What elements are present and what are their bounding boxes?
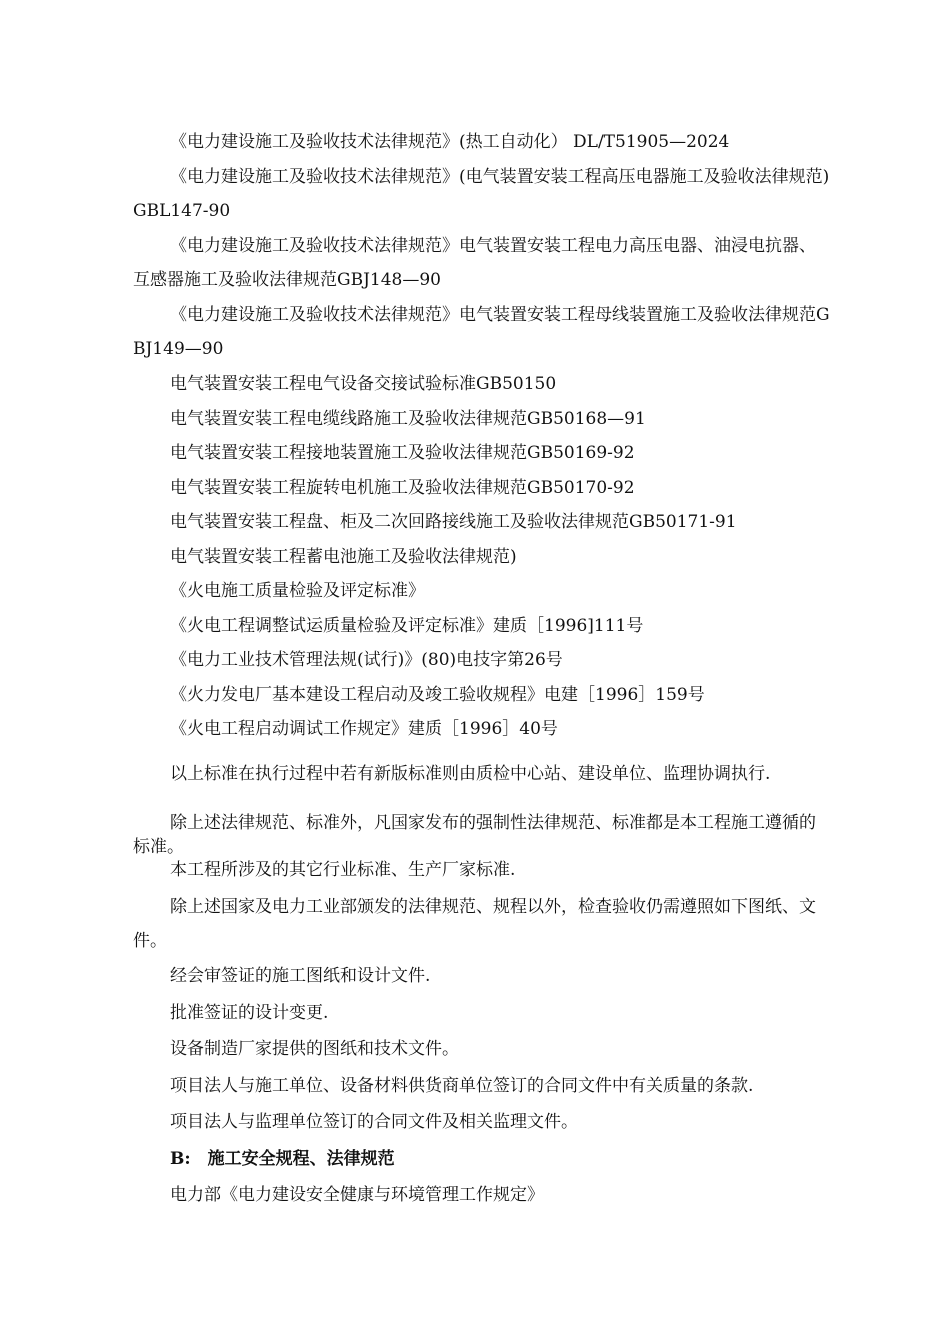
paragraph: 《火电工程调整试运质量检验及评定标准》建质［1996]111号	[170, 616, 644, 636]
paragraph: 《电力建设施工及验收技术法律规范》(热工自动化） DL/T51905—2024	[170, 132, 730, 152]
paragraph: 本工程所涉及的其它行业标准、生产厂家标准.	[170, 860, 516, 880]
paragraph: 电气装置安装工程电缆线路施工及验收法律规范GB50168—91	[170, 409, 646, 429]
paragraph: 设备制造厂家提供的图纸和技术文件。	[170, 1039, 459, 1059]
paragraph: 《火电施工质量检验及评定标准》	[170, 581, 425, 601]
paragraph: 《火电工程启动调试工作规定》建质［1996］40号	[170, 719, 558, 739]
paragraph: 《电力建设施工及验收技术法律规范》(电气装置安装工程高压电器施工及验收法律规范)GBL147-90	[133, 167, 830, 221]
paragraph: 电气装置安装工程电气设备交接试验标准GB50150	[170, 374, 557, 394]
paragraph: 除上述国家及电力工业部颁发的法律规范、规程以外，检查验收仍需遵照如下图纸、文件。	[133, 897, 816, 951]
paragraph: 《电力建设施工及验收技术法律规范》电气装置安装工程母线装置施工及验收法律规范GBJ149—90	[133, 305, 830, 359]
paragraph: 电力部《电力建设安全健康与环境管理工作规定》	[170, 1185, 544, 1205]
paragraph: 批准签证的设计变更.	[170, 1003, 329, 1023]
paragraph: 《电力建设施工及验收技术法律规范》电气装置安装工程电力高压电器、油浸电抗器、互感器施工及验收法律规范GBJ148—90	[133, 236, 816, 290]
paragraph: 电气装置安装工程旋转电机施工及验收法律规范GB50170-92	[170, 478, 635, 498]
paragraph: 《火力发电厂基本建设工程启动及竣工验收规程》电建［1996］159号	[170, 685, 705, 705]
paragraph: 项目法人与监理单位签订的合同文件及相关监理文件。	[170, 1112, 578, 1132]
paragraph: 除上述法律规范、标准外，凡国家发布的强制性法律规范、标准都是本工程施工遵循的标准。	[133, 813, 816, 857]
paragraph: 《电力工业技术管理法规(试行)》(80)电技字第26号	[170, 650, 563, 670]
paragraph: 电气装置安装工程接地装置施工及验收法律规范GB50169-92	[170, 443, 635, 463]
paragraph: 电气装置安装工程盘、柜及二次回路接线施工及验收法律规范GB50171-91	[170, 512, 737, 532]
paragraph: 项目法人与施工单位、设备材料供货商单位签订的合同文件中有关质量的条款.	[170, 1076, 754, 1096]
paragraph: 电气装置安装工程蓄电池施工及验收法律规范)	[170, 547, 517, 567]
paragraph: 以上标准在执行过程中若有新版标准则由质检中心站、建设单位、监理协调执行.	[170, 764, 771, 784]
section-heading: B: 施工安全规程、法律规范	[170, 1149, 395, 1169]
paragraph: 经会审签证的施工图纸和设计文件.	[170, 966, 431, 986]
